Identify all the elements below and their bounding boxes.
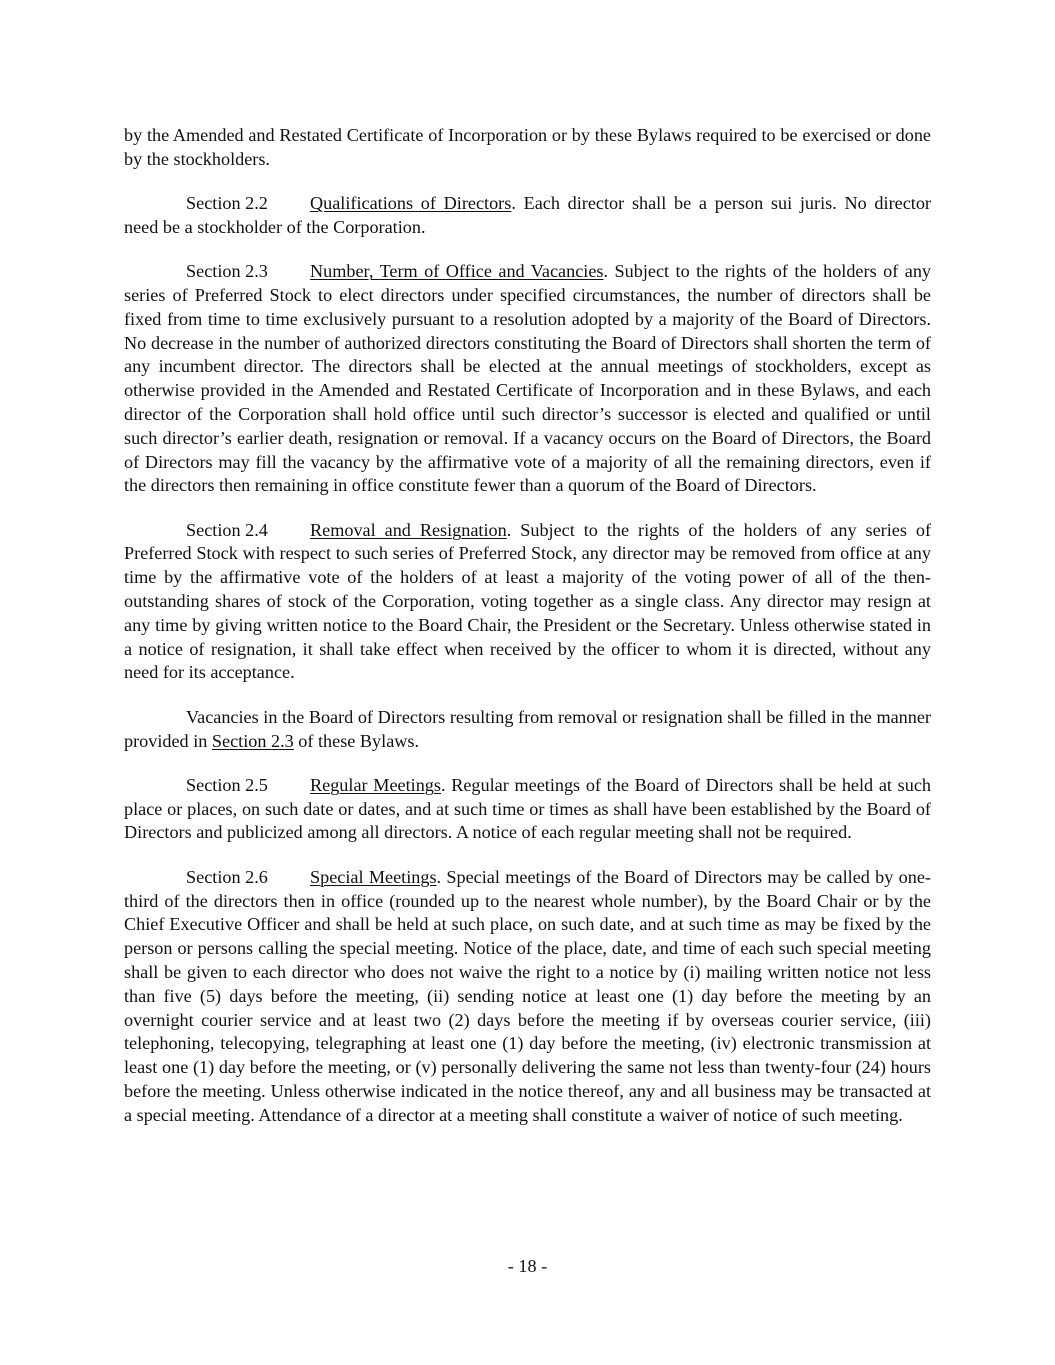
document-page [124, 124, 931, 1148]
paragraph-text-before: Vacancies in the Board of Directors resulting from removal or resignation shall be filled in the manner provided in [124, 706, 931, 751]
section-body: . Subject to the rights of the holders of any series of Preferred Stock with respect to such series of Preferred Stock, any director may be removed from office at any time by the affirmative vote of the holders of at least a majority of the voting power of all of the then-outstanding shares of stock of the Corporation, voting together as a single class. Any director may resign at any time by giving written notice to the Board Chair, the President or the Secretary. Unless otherwise stated in a notice of resignation, it shall take effect when received by the officer to whom it is directed, without any need for its acceptance. [124, 519, 932, 683]
section-2-2 [124, 192, 931, 240]
page-number: - 18 - [507, 1256, 548, 1276]
section-title: Number, Term of Office and Vacancies [310, 261, 604, 282]
section-body: . Regular meetings of the Board of Directors shall be held at such place or places, on such date or dates, and at such time or times as shall have been established by the Board of Directors and publicized among all directors. A notice of each regular meeting shall not be required. [124, 774, 932, 843]
section-2-4 [124, 519, 931, 686]
section-title: Special Meetings [310, 866, 437, 887]
paragraph-text: by the Amended and Restated Certificate of Incorporation or by these Bylaws required to be exercised or done by the stockholders. [124, 125, 931, 169]
section-body: . Special meetings of the Board of Directors may be called by one-third of the directors then in office (rounded up to the nearest whole number), by the Board Chair or by the Chief Executive Officer and shall be held at such place, on such date, and at such time as may be fixed by the person or persons calling the special meeting. Notice of the place, date, and time of each such special meeting shall be given to each director who does not waive the right to a notice by (i) mailing written notice not less than five (5) days before the meeting, (ii) sending notice at least one (1) day before the meeting by an overnight courier service and at least two (2) days before the meeting if by overseas courier service, (iii) telephoning, telecopying, telegraphing at least one (1) day before the meeting, (iv) electronic transmission at least one (1) day before the meeting, or (v) personally delivering the same not less than twenty-four (24) hours before the meeting. Unless otherwise indicated in the notice thereof, any and all business may be transacted at a special meeting. Attendance of a director at a meeting shall constitute a waiver of notice of such meeting. [124, 866, 931, 1125]
paragraph-vacancies [124, 706, 931, 754]
section-title: Removal and Resignation [310, 519, 507, 540]
section-title: Regular Meetings [310, 774, 441, 795]
section-2-3 [124, 260, 931, 498]
section-body: . Each director shall be a person sui juris. No director need be a stockholder of the Corporation. [124, 193, 931, 237]
section-title: Qualifications of Directors [310, 193, 512, 214]
section-number: Section 2.5 [186, 774, 268, 795]
section-2-5 [124, 774, 931, 845]
section-2-6 [124, 866, 931, 1128]
section-number: Section 2.2 [186, 193, 268, 214]
paragraph-continuation [124, 124, 931, 172]
section-number: Section 2.4 [186, 519, 268, 540]
paragraph-text-after: of these Bylaws. [293, 730, 420, 751]
section-reference-link: Section 2.3 [211, 730, 294, 751]
section-number: Section 2.6 [186, 866, 268, 887]
section-number: Section 2.3 [186, 261, 268, 282]
section-body: . Subject to the rights of the holders of any series of Preferred Stock to elect directors under specified circumstances, the number of directors shall be fixed from time to time exclusively pursuant to a resolution adopted by a majority of the Board of Directors. No decrease in the number of authorized directors constituting the Board of Directors shall shorten the term of any incumbent director. The directors shall be elected at the annual meetings of stockholders, except as otherwise provided in the Amended and Restated Certificate of Incorporation and in these Bylaws, and each director of the Corporation shall hold office until such director’s successor is elected and qualified or until such director’s earlier death, resignation or removal. If a vacancy occurs on the Board of Directors, the Board of Directors may fill the vacancy by the affirmative vote of a majority of all the remaining directors, even if the directors then remaining in office constitute fewer than a quorum of the Board of Directors. [124, 261, 932, 496]
